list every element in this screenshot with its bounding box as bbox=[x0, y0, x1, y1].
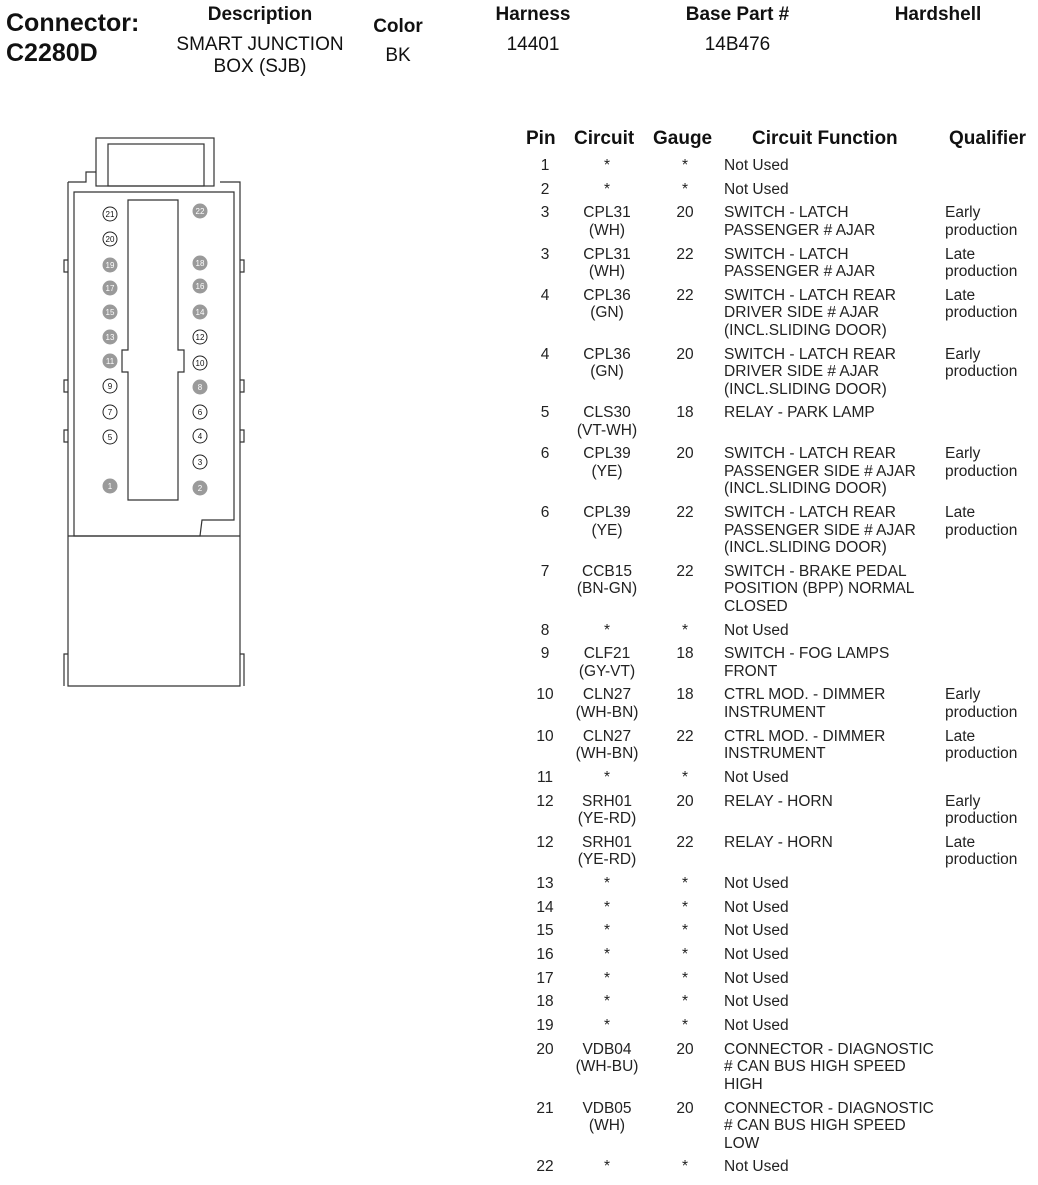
gauge-cell: 18 bbox=[676, 686, 694, 704]
gauge-cell: * bbox=[681, 157, 689, 174]
pin-cell: 3 bbox=[540, 245, 550, 263]
gauge-cell: 22 bbox=[676, 562, 694, 580]
pin-cavities bbox=[103, 204, 207, 495]
pin-cell: 15 bbox=[536, 922, 554, 940]
circuit-cell: CPL39 (YE) bbox=[583, 445, 631, 480]
function-cell: SWITCH - LATCH REAR DRIVER SIDE # AJAR (INCL.SLIDING DOOR) bbox=[724, 286, 896, 339]
circuit-cell: * bbox=[603, 969, 611, 987]
circuit-cell: * bbox=[603, 946, 611, 963]
gauge-cell: 20 bbox=[676, 345, 694, 363]
circuit-cell: SRH01 (YE-RD) bbox=[577, 833, 637, 869]
pin-number-label: 12 bbox=[195, 333, 205, 342]
function-cell: Not Used bbox=[724, 922, 789, 940]
pin-cell: 2 bbox=[540, 180, 550, 198]
description-value: SMART JUNCTION BOX (SJB) bbox=[176, 34, 344, 77]
function-cell: Not Used bbox=[724, 621, 789, 639]
gauge-cell: 22 bbox=[676, 727, 694, 745]
qualifier-cell: Early production bbox=[945, 792, 1018, 827]
circuit-cell: * bbox=[603, 157, 611, 174]
function-cell: Not Used bbox=[724, 993, 789, 1011]
function-cell: CONNECTOR - DIAGNOSTIC # CAN BUS HIGH SPEED HIGH bbox=[724, 1040, 934, 1093]
gauge-cell: 22 bbox=[676, 286, 694, 304]
function-cell: CTRL MOD. - DIMMER INSTRUMENT bbox=[724, 686, 886, 721]
latch-inner bbox=[108, 144, 204, 186]
qualifier-cell: Early production bbox=[945, 445, 1018, 480]
header-gauge: Gauge bbox=[653, 128, 713, 149]
pin-cell: 18 bbox=[536, 993, 554, 1011]
base-part-value: 14B476 bbox=[704, 34, 771, 55]
function-cell: SWITCH - LATCH REAR PASSENGER SIDE # AJAR (INCL.SLIDING DOOR) bbox=[724, 445, 916, 498]
pin-cell: 10 bbox=[536, 727, 554, 745]
pin-cell: 10 bbox=[536, 686, 554, 704]
gauge-cell: 18 bbox=[676, 404, 694, 422]
circuit-cell: CPL36 (GN) bbox=[583, 345, 631, 380]
function-cell: RELAY - HORN bbox=[724, 792, 833, 810]
circuit-cell: SRH01 (YE-RD) bbox=[577, 792, 637, 827]
function-cell: Not Used bbox=[724, 969, 789, 987]
function-cell: SWITCH - LATCH PASSENGER # AJAR bbox=[724, 204, 876, 239]
pin-number-label: 16 bbox=[195, 282, 205, 291]
circuit-cell: CPL31 (WH) bbox=[583, 245, 631, 281]
function-cell: Not Used bbox=[724, 874, 789, 892]
pin-number-label: 6 bbox=[197, 408, 203, 417]
gauge-cell: * bbox=[681, 621, 689, 639]
circuit-cell: CPL31 (WH) bbox=[583, 204, 631, 239]
gauge-cell: * bbox=[681, 768, 689, 786]
connector-id: C2280D bbox=[6, 39, 98, 67]
pin-number-label: 3 bbox=[197, 458, 203, 467]
latch-outer bbox=[96, 138, 214, 186]
cavity-frame bbox=[74, 192, 234, 536]
pin-cell: 1 bbox=[540, 157, 550, 174]
gauge-cell: * bbox=[681, 898, 689, 916]
header-pin: Pin bbox=[526, 128, 556, 149]
circuit-cell: CPL36 (GN) bbox=[583, 286, 631, 322]
pin-number-label: 21 bbox=[105, 210, 115, 219]
gauge-cell: 22 bbox=[676, 504, 694, 522]
function-cell: SWITCH - FOG LAMPS FRONT bbox=[724, 645, 890, 680]
pin-number-label: 9 bbox=[107, 382, 113, 391]
qualifier-cell: Late production bbox=[945, 504, 1018, 539]
qualifier-cell: Late production bbox=[945, 245, 1018, 281]
pin-number-label: 13 bbox=[105, 333, 115, 342]
pin-cell: 19 bbox=[536, 1017, 554, 1035]
pin-cell: 20 bbox=[536, 1040, 554, 1058]
hardshell-label: Hardshell bbox=[894, 4, 982, 25]
pin-number-label: 19 bbox=[105, 261, 115, 270]
circuit-cell: CPL39 (YE) bbox=[583, 504, 631, 539]
circuit-cell: * bbox=[603, 621, 611, 639]
pin-cell: 3 bbox=[540, 204, 550, 222]
body-outline bbox=[68, 182, 240, 686]
color-label: Color bbox=[373, 16, 423, 37]
circuit-cell: CCB15 (BN-GN) bbox=[576, 562, 638, 598]
gauge-cell: * bbox=[681, 1158, 689, 1176]
function-cell: SWITCH - LATCH PASSENGER # AJAR bbox=[724, 245, 876, 281]
pin-cell: 7 bbox=[540, 562, 550, 580]
gauge-cell: 20 bbox=[676, 1040, 694, 1058]
pin-cell: 17 bbox=[536, 969, 554, 987]
pin-number-label: 8 bbox=[197, 383, 203, 392]
gauge-cell: 22 bbox=[676, 245, 694, 263]
gauge-cell: 20 bbox=[676, 1099, 694, 1117]
header-circuit: Circuit bbox=[574, 128, 635, 149]
circuit-cell: * bbox=[603, 898, 611, 916]
function-cell: SWITCH - LATCH REAR PASSENGER SIDE # AJAR (INCL.SLIDING DOOR) bbox=[724, 504, 916, 557]
qualifier-cell: Early production bbox=[945, 686, 1018, 721]
function-cell: SWITCH - LATCH REAR DRIVER SIDE # AJAR (INCL.SLIDING DOOR) bbox=[724, 345, 896, 398]
pin-cell: 8 bbox=[540, 621, 550, 639]
gauge-cell: * bbox=[681, 922, 689, 940]
gauge-cell: * bbox=[681, 180, 689, 198]
header-function: Circuit Function bbox=[752, 128, 898, 149]
connector-face-diagram bbox=[60, 130, 250, 690]
pin-cell: 6 bbox=[540, 504, 550, 522]
pin-cell: 9 bbox=[540, 645, 550, 663]
pin-cell: 5 bbox=[540, 404, 550, 422]
pin-number-label: 14 bbox=[195, 308, 205, 317]
qualifier-cell: Early production bbox=[945, 204, 1018, 239]
pin-number-label: 20 bbox=[105, 235, 115, 244]
gauge-cell: 22 bbox=[676, 833, 694, 851]
pin-cell: 6 bbox=[540, 445, 550, 463]
gauge-cell: * bbox=[681, 946, 689, 963]
function-cell: Not Used bbox=[724, 768, 789, 786]
function-cell: Not Used bbox=[724, 1158, 789, 1176]
pin-number-label: 22 bbox=[195, 207, 205, 216]
pin-number-label: 11 bbox=[105, 357, 115, 366]
circuit-cell: CLN27 (WH-BN) bbox=[575, 686, 639, 721]
function-cell: Not Used bbox=[724, 180, 789, 198]
qualifier-cell: Late production bbox=[945, 833, 1018, 869]
pin-cell: 21 bbox=[536, 1099, 554, 1117]
pin-cell: 4 bbox=[540, 286, 550, 304]
base-part-label: Base Part # bbox=[685, 4, 790, 25]
function-cell: SWITCH - BRAKE PEDAL POSITION (BPP) NORMAL CLOSED bbox=[724, 562, 915, 615]
harness-value: 14401 bbox=[506, 34, 560, 55]
pin-number-label: 15 bbox=[105, 308, 115, 317]
pin-number-label: 17 bbox=[105, 284, 115, 293]
pin-number-label: 2 bbox=[197, 484, 203, 493]
function-cell: Not Used bbox=[724, 157, 789, 174]
pin-cell: 11 bbox=[536, 768, 554, 786]
pin-cell: 16 bbox=[536, 946, 554, 963]
gauge-cell: * bbox=[681, 993, 689, 1011]
gauge-cell: * bbox=[681, 969, 689, 987]
circuit-cell: VDB05 (WH) bbox=[582, 1099, 632, 1134]
pin-number-label: 10 bbox=[195, 359, 205, 368]
circuit-cell: * bbox=[603, 180, 611, 198]
gauge-cell: 20 bbox=[676, 792, 694, 810]
circuit-cell: CLF21 (GY-VT) bbox=[578, 645, 636, 680]
circuit-cell: * bbox=[603, 1158, 611, 1176]
pin-number-label: 1 bbox=[107, 482, 113, 491]
gauge-cell: 18 bbox=[676, 645, 694, 663]
gauge-cell: * bbox=[681, 1017, 689, 1035]
body-corner bbox=[68, 172, 96, 182]
function-cell: RELAY - HORN bbox=[724, 833, 833, 851]
qualifier-cell: Late production bbox=[945, 286, 1018, 322]
circuit-cell: * bbox=[603, 922, 611, 940]
header-qualifier: Qualifier bbox=[949, 128, 1027, 149]
pin-number-label: 7 bbox=[107, 408, 113, 417]
function-cell: Not Used bbox=[724, 946, 789, 963]
pin-cell: 12 bbox=[536, 792, 554, 810]
gauge-cell: 20 bbox=[676, 445, 694, 463]
pin-cell: 14 bbox=[536, 898, 554, 916]
circuit-cell: * bbox=[603, 768, 611, 786]
circuit-cell: * bbox=[603, 1017, 611, 1035]
gauge-cell: * bbox=[681, 874, 689, 892]
connector-label: Connector: bbox=[6, 9, 140, 37]
function-cell: Not Used bbox=[724, 898, 789, 916]
color-value: BK bbox=[385, 45, 411, 66]
circuit-cell: CLN27 (WH-BN) bbox=[575, 727, 639, 763]
function-cell: CONNECTOR - DIAGNOSTIC # CAN BUS HIGH SPEED LOW bbox=[724, 1099, 934, 1152]
pin-cell: 13 bbox=[536, 874, 554, 892]
circuit-cell: CLS30 (VT-WH) bbox=[576, 404, 638, 439]
pin-number-label: 18 bbox=[195, 259, 205, 268]
function-cell: RELAY - PARK LAMP bbox=[724, 404, 875, 422]
function-cell: Not Used bbox=[724, 1017, 789, 1035]
description-label: Description bbox=[207, 4, 313, 25]
function-cell: CTRL MOD. - DIMMER INSTRUMENT bbox=[724, 727, 886, 763]
pin-number-label: 4 bbox=[197, 432, 203, 441]
qualifier-cell: Early production bbox=[945, 345, 1018, 380]
pin-cell: 22 bbox=[536, 1158, 554, 1176]
pin-cell: 12 bbox=[536, 833, 554, 851]
pin-number-label: 5 bbox=[107, 433, 113, 442]
harness-label: Harness bbox=[495, 4, 571, 25]
circuit-cell: VDB04 (WH-BU) bbox=[575, 1040, 639, 1076]
qualifier-cell: Late production bbox=[945, 727, 1018, 763]
pin-cell: 4 bbox=[540, 345, 550, 363]
circuit-cell: * bbox=[603, 874, 611, 892]
key-slot bbox=[122, 200, 184, 500]
gauge-cell: 20 bbox=[676, 204, 694, 222]
circuit-cell: * bbox=[603, 993, 611, 1011]
